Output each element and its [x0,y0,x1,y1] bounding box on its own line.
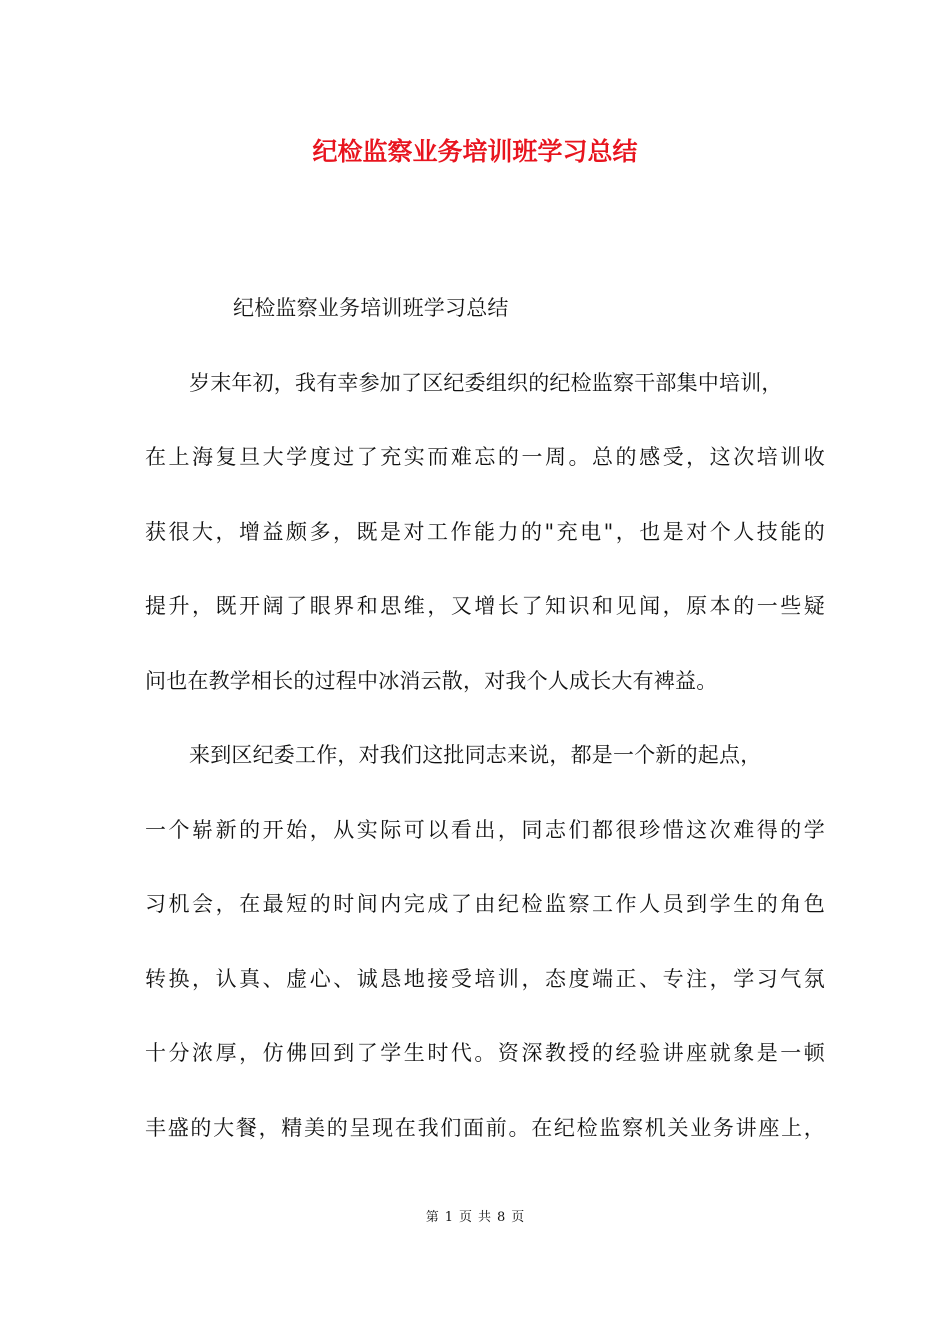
document-title: 纪检监察业务培训班学习总结 [312,137,638,166]
footer-total-pages: 8 [497,1210,506,1225]
paragraph-line: 习机会，在最短的时间内完成了由纪检监察工作人员到学生的角色 [145,892,825,916]
document-body [145,271,825,1165]
document-subtitle: 纪检监察业务培训班学习总结 [233,296,509,320]
paragraph-line: 问也在教学相长的过程中冰消云散，对我个人成长大有裨益。 [145,668,718,693]
paragraph-line: 提升，既开阔了眼界和思维，又增长了知识和见闻，原本的一些疑 [145,594,825,618]
footer-prefix: 第 [425,1210,439,1225]
paragraph-line: 十分浓厚，仿佛回到了学生时代。资深教授的经验讲座就象是一顿 [145,1041,825,1065]
page-footer [0,1207,950,1229]
paragraph-line: 获很大，增益颇多，既是对工作能力的"充电"，也是对个人技能的 [145,519,825,544]
footer-current-page: 1 [444,1210,453,1225]
paragraph-line: 来到区纪委工作，对我们这批同志来说，都是一个新的起点， [189,743,762,767]
footer-total-unit: 页 [511,1210,525,1225]
paragraph-line: 一个崭新的开始，从实际可以看出，同志们都很珍惜这次难得的学 [145,817,825,842]
paragraph-line: 在上海复旦大学度过了充实而难忘的一周。总的感受，这次培训收 [145,445,825,469]
paragraph-line: 转换，认真、虚心、诚恳地接受培训，态度端正、专注，学习气氛 [145,966,825,991]
footer-total-prefix: 共 [478,1210,492,1225]
footer-page-unit: 页 [458,1210,472,1225]
paragraph-line: 岁末年初，我有幸参加了区纪委组织的纪检监察干部集中培训， [189,370,783,395]
paragraph-line: 丰盛的大餐，精美的呈现在我们面前。在纪检监察机关业务讲座上， [145,1115,825,1140]
